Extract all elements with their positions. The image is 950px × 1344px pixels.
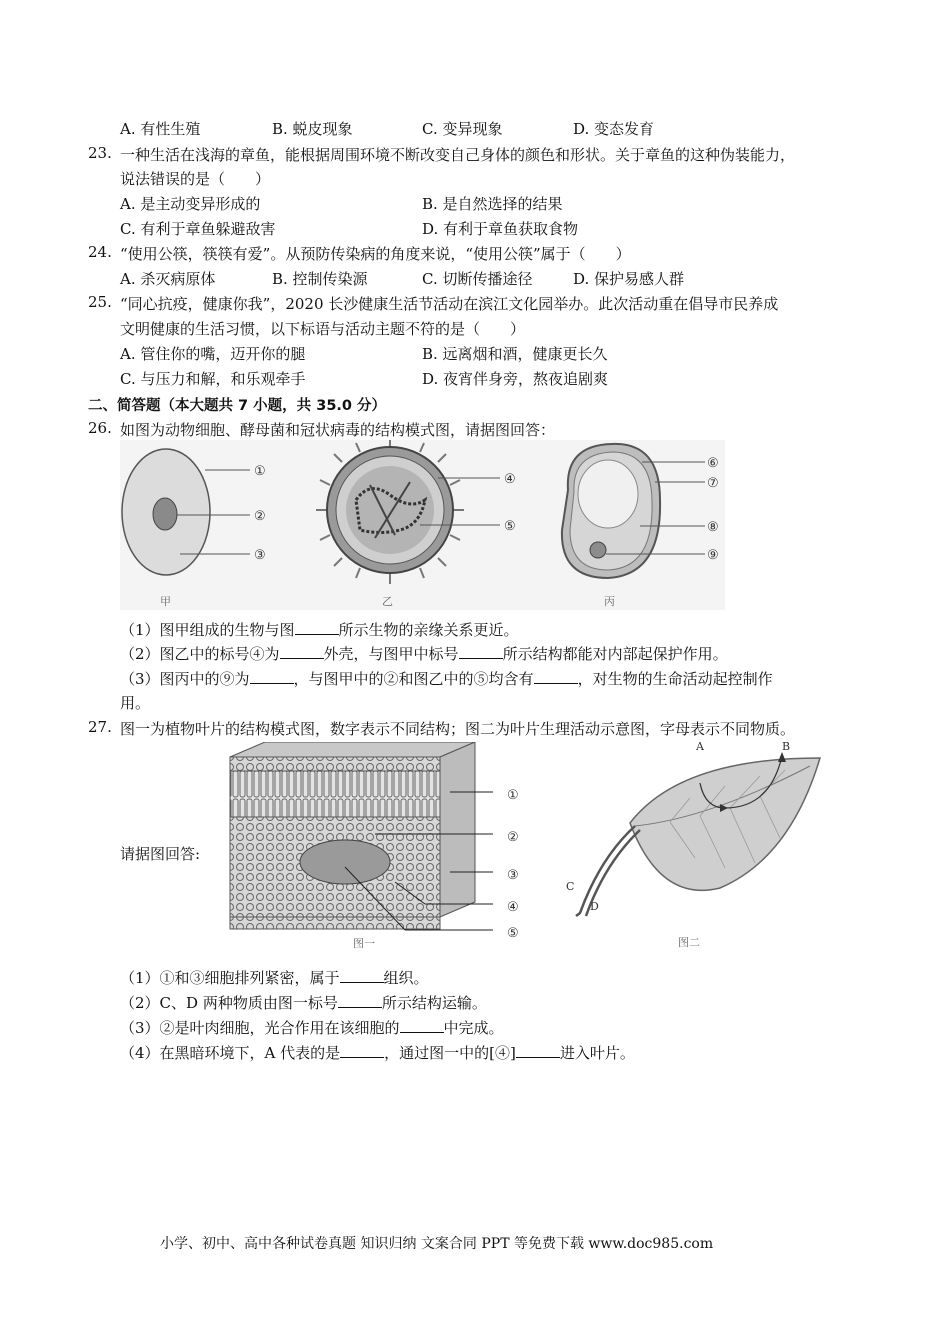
fig26-caption-yi: 乙 — [382, 595, 393, 608]
q23-option-b: B. 是自然选择的结果 — [422, 195, 563, 213]
q27-sub3-a: （3）②是叶肉细胞，光合作用在该细胞的 — [120, 1019, 400, 1037]
fig26-caption-jia: 甲 — [160, 595, 171, 608]
q26-sub2-c: 所示结构都能对内部起保护作用。 — [502, 645, 728, 663]
q24-stem: “使用公筷，筷筷有爱”。从预防传染病的角度来说，“使用公筷”属于（ ） — [120, 245, 631, 263]
q23-option-d: D. 有利于章鱼获取食物 — [422, 220, 579, 238]
q26-sub3-c: ，对生物的生命活动起控制作 — [577, 670, 773, 688]
q27-sub1 — [120, 967, 429, 988]
q26-sub3-cont: 用。 — [120, 694, 151, 712]
page-footer[interactable]: 小学、初中、高中各种试卷真题 知识归纳 文案合同 PPT 等免费下载 www.doc985.com — [160, 1236, 714, 1252]
q22-option-d: D. 变态发育 — [573, 120, 655, 138]
q22-option-a: A. 有性生殖 — [120, 120, 201, 138]
leaf-vein — [300, 840, 390, 884]
leaf-physiology-figure — [560, 738, 850, 953]
answer-blank[interactable] — [400, 1019, 444, 1033]
answer-blank[interactable] — [534, 670, 578, 684]
q26-sub3 — [120, 668, 773, 689]
fig26-caption-bing: 丙 — [604, 595, 615, 608]
yeast-vacuole — [578, 460, 638, 528]
q26-sub2-b: 外壳，与图甲中标号 — [323, 645, 459, 663]
q27-sub3-b: 中完成。 — [443, 1019, 504, 1037]
q27-side-text: 请据图回答: — [120, 845, 201, 863]
q26-sub3-b: ，与图甲中的②和图乙中的⑤均含有 — [293, 670, 534, 688]
leaf-structure-figure — [225, 742, 530, 952]
q25-option-b: B. 远离烟和酒，健康更长久 — [422, 345, 608, 363]
fig27-label-5: ⑤ — [507, 926, 519, 941]
fig26-label-2: ② — [254, 509, 266, 524]
q27-stem: 图一为植物叶片的结构模式图，数字表示不同结构；图二为叶片生理活动示意图，字母表示不同物质。 — [120, 720, 796, 738]
answer-blank[interactable] — [340, 969, 384, 983]
answer-blank[interactable] — [459, 645, 503, 659]
fig27-caption-1: 图一 — [353, 937, 375, 950]
fig27-letter-a: A — [696, 740, 704, 753]
fig27-caption-2: 图二 — [678, 936, 700, 949]
fig27-letter-d: D — [590, 900, 599, 913]
q27-sub3 — [120, 1017, 504, 1038]
q26-sub1-b: 所示生物的亲缘关系更近。 — [338, 621, 519, 639]
q27-sub2-a: （2）C、D 两种物质由图一标号 — [120, 994, 338, 1012]
q25-option-c: C. 与压力和解，和乐观牵手 — [120, 370, 306, 388]
q24-option-d: D. 保护易感人群 — [573, 270, 685, 288]
q25-stem-line2: 文明健康的生活习惯，以下标语与活动主题不符的是（ ） — [120, 320, 526, 338]
q27-sub4 — [120, 1042, 635, 1063]
q27-sub4-a: （4）在黑暗环境下，A 代表的是 — [120, 1044, 341, 1062]
answer-blank[interactable] — [338, 994, 382, 1008]
q26-sub1-a: （1）图甲组成的生物与图 — [120, 621, 295, 639]
q26-number: 26. — [88, 419, 112, 437]
fig27-label-1: ① — [507, 788, 519, 803]
q27-sub4-b: ，通过图一中的[④] — [384, 1044, 516, 1062]
q23-option-c: C. 有利于章鱼躲避敌害 — [120, 220, 276, 238]
section-2-title: 二、简答题（本大题共 7 小题，共 35.0 分） — [88, 398, 387, 414]
answer-blank[interactable] — [516, 1044, 560, 1058]
fig26-label-4: ④ — [504, 472, 516, 487]
q26-cell-figure — [120, 440, 725, 610]
q23-stem-line1: 一种生活在浅海的章鱼，能根据周围环境不断改变自己身体的颜色和形状。关于章鱼的这种伪装能力， — [120, 146, 796, 164]
q26-stem: 如图为动物细胞、酵母菌和冠状病毒的结构模式图，请据图回答： — [120, 421, 556, 439]
q25-option-d: D. 夜宵伴身旁，熬夜追剧爽 — [422, 370, 609, 388]
fig26-label-3: ③ — [254, 548, 266, 563]
leaf-blade — [630, 758, 820, 890]
q22-option-c: C. 变异现象 — [422, 120, 503, 138]
fig27-label-4: ④ — [507, 900, 519, 915]
animal-cell-nucleus — [153, 498, 177, 530]
fig27-letter-b: B — [782, 740, 791, 753]
answer-blank[interactable] — [250, 670, 294, 684]
fig27-label-2: ② — [507, 830, 519, 845]
fig27-letter-c: C — [566, 880, 575, 893]
fig27-label-3: ③ — [507, 868, 519, 883]
q24-option-c: C. 切断传播途径 — [422, 270, 533, 288]
q26-sub2-a: （2）图乙中的标号④为 — [120, 645, 280, 663]
q27-number: 27. — [88, 718, 112, 736]
q25-stem-line1: “同心抗疫，健康你我”，2020 长沙健康生活节活动在滨江文化园举办。此次活动重在倡导市民养成 — [120, 295, 779, 313]
yeast-nucleus — [590, 542, 606, 558]
fig26-label-1: ① — [254, 464, 266, 479]
q23-number: 23. — [88, 144, 112, 162]
leaf-petiole — [576, 826, 640, 916]
q24-option-a: A. 杀灭病原体 — [120, 270, 216, 288]
q25-number: 25. — [88, 293, 112, 311]
q23-stem-line2: 说法错误的是（ ） — [120, 170, 271, 188]
answer-blank[interactable] — [295, 621, 339, 635]
q23-option-a: A. 是主动变异形成的 — [120, 195, 261, 213]
q27-sub2 — [120, 992, 487, 1013]
q26-sub2 — [120, 643, 728, 664]
fig26-label-8: ⑧ — [707, 520, 719, 535]
q24-option-b: B. 控制传染源 — [272, 270, 368, 288]
answer-blank[interactable] — [340, 1044, 384, 1058]
fig26-label-6: ⑥ — [707, 456, 719, 471]
q26-sub3-a: （3）图丙中的⑨为 — [120, 670, 250, 688]
fig26-label-9: ⑨ — [707, 548, 719, 563]
q27-sub1-a: （1）①和③细胞排列紧密，属于 — [120, 969, 340, 987]
fig26-label-7: ⑦ — [707, 476, 719, 491]
q27-sub4-c: 进入叶片。 — [559, 1044, 635, 1062]
fig26-label-5: ⑤ — [504, 519, 516, 534]
answer-blank[interactable] — [280, 645, 324, 659]
q22-option-b: B. 蜕皮现象 — [272, 120, 353, 138]
q27-sub2-b: 所示结构运输。 — [381, 994, 487, 1012]
q26-sub1 — [120, 619, 519, 640]
q27-sub1-b: 组织。 — [383, 969, 429, 987]
q24-number: 24. — [88, 243, 112, 261]
q25-option-a: A. 管住你的嘴，迈开你的腿 — [120, 345, 306, 363]
